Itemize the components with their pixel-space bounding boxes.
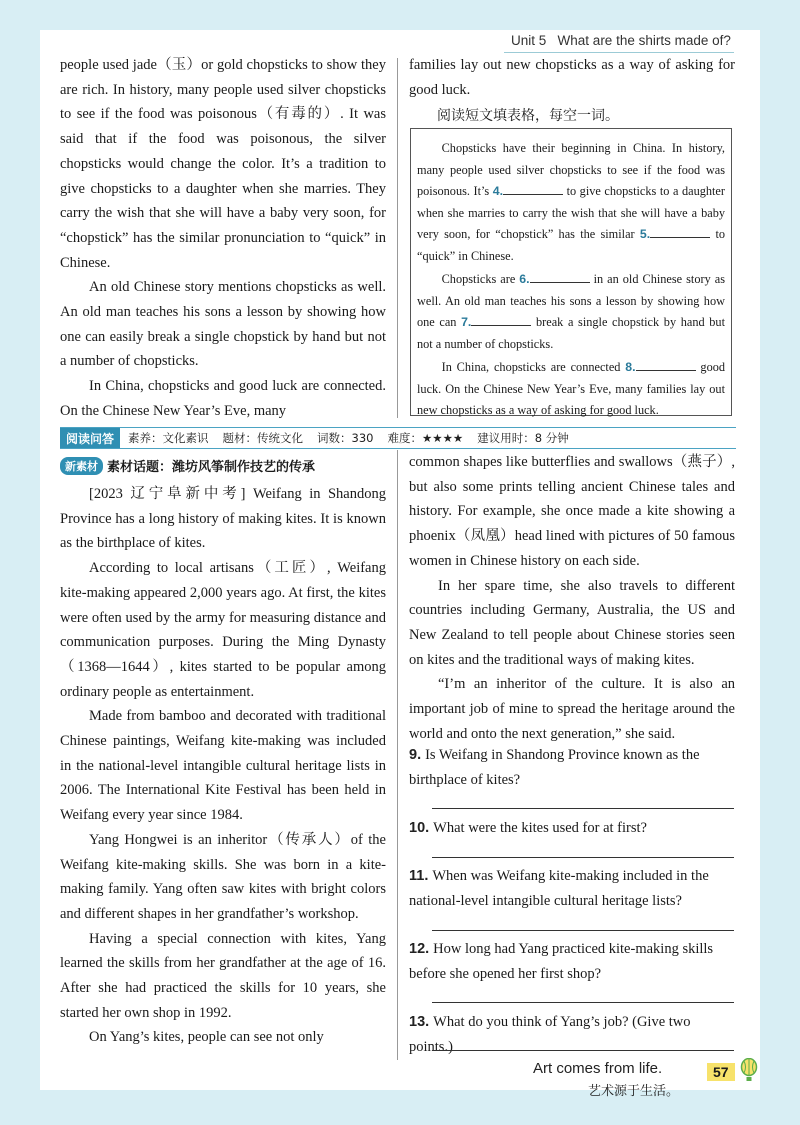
material-title: 素材话题：潍坊风筝制作技艺的传承 (107, 460, 316, 475)
blank-8[interactable] (636, 358, 696, 371)
answer-line-11[interactable] (432, 930, 734, 931)
new-material-tag: 新素材 (60, 457, 103, 475)
blank-5[interactable] (650, 225, 710, 238)
paragraph: On Yang’s kites, people can see not only (89, 1029, 324, 1046)
unit-title: What are the shirts made of? (557, 33, 731, 48)
paragraph: families lay out new chopsticks as a way of asking for good luck. (409, 57, 735, 98)
blank-number: 7. (461, 315, 472, 329)
paragraph: According to local artisans（工匠）, Weifang kite-making appeared 2,000 years ago. At first, the kites were often used by the army for measuring distance and communication purposes. During the Ming Dynasty（1368—1644）, kites started to be popular among ordinary people as entertainment. (60, 560, 386, 700)
paragraph: Made from bamboo and decorated with traditional Chinese paintings, Weifang kite-making was included in the national-level intangible cultural heritage lists in 2006. The International Kite Festival has been held in Weifang every year since 1984. (60, 708, 386, 824)
answer-line-9[interactable] (432, 808, 734, 809)
cloze-text: Chopsticks have their beginning in China. In history, many people used silver chopsticks to see if the food was poisonous. It’s (417, 141, 725, 198)
question-9 (409, 743, 735, 792)
cloze-paragraph (417, 357, 725, 422)
cloze-text: in an old Chinese story as well. An old man teaches his sons a lesson by showing how one can (417, 272, 725, 329)
balloon-icon (740, 1058, 758, 1082)
section-title: 阅读问答 (60, 428, 120, 448)
passage-bottom-right (409, 450, 735, 746)
page-header (511, 33, 731, 48)
topic-label: 题材：传统文化 (222, 431, 304, 445)
paragraph: In her spare time, she also travels to different countries including Germany, Australia, the US and New Zealand to tell people about Chinese stories seen on kites and the traditional ways of making kites. (409, 577, 735, 668)
cloze-text: to give chopsticks to a daughter when she marries to carry the wish that she will have a baby very soon, for “chopstick” has the similar (417, 184, 725, 241)
literacy-label: 素养：文化素识 (128, 431, 209, 445)
answer-line-12[interactable] (432, 1002, 734, 1003)
question-text: What were the kites used for at first? (433, 820, 647, 836)
cloze-text: In China, chopsticks are connected (441, 360, 621, 374)
time-label: 建议用时：8 分钟 (477, 431, 569, 445)
paragraph: common shapes like butterflies and swallows（燕子）, but also some prints telling ancient Chinese tales and history. For example, she once made a kite showing a phoenix（凤凰）head lined with pictures of 50 famous women in Chinese history on each side. (409, 454, 735, 569)
answer-line-13[interactable] (432, 1050, 734, 1051)
question-number: 11. (409, 868, 429, 884)
blank-number: 5. (639, 227, 651, 241)
blank-6[interactable] (530, 270, 590, 283)
column-divider (397, 58, 398, 418)
paragraph: people used jade（玉）or gold chopsticks to show they are rich. In history, many people used silver chopsticks to see if the food was poisonous（有毒的）. It was said that if the food was poisonous, the silver chopsticks would change the color. It’s a tradition to give chopsticks to a daughter when she marries. They carry the wish that she will have a baby very soon, for “chopstick” has the similar pronunciation to “quick” in Chinese. (60, 57, 386, 271)
question-11 (409, 864, 735, 913)
paragraph: [2023 辽宁阜新中考] Weifang in Shandong Province has a long history of making kites. It is known as the birthplace of kites. (60, 486, 386, 552)
cloze-text: break a single chopstick by hand but not a number of chopsticks. (417, 315, 725, 351)
paragraph: Yang Hongwei is an inheritor（传承人）of the Weifang kite-making skills. She was born in a kite-making family. Yang often saw kites with bright colors and different shapes in her grandfather’s workshop. (60, 831, 386, 922)
cloze-text: good luck. On the Chinese New Year’s Eve, many families lay out new chopsticks as a way of asking for good luck. (417, 360, 726, 417)
question-text: What do you think of Yang’s job? (Give two points.) (409, 1014, 691, 1055)
question-13 (409, 1010, 735, 1059)
paragraph: An old Chinese story mentions chopsticks as well. An old man teaches his sons a lesson by showing how one can easily break a single chopstick by hand but not a number of chopsticks. (60, 279, 386, 370)
footer-slogan-cn: 艺术源于生活。 (588, 1084, 680, 1099)
task-instruction: 阅读短文填表格，每空一词。 (437, 108, 619, 125)
blank-number: 8. (625, 360, 636, 374)
question-text: When was Weifang kite-making included in the national-level intangible cultural heritage lists? (409, 868, 709, 909)
paragraph: Having a special connection with kites, Yang learned the skills from her grandfather at the age of 16. After she had practiced the skills for 10 years, she started her own shop in 1992. (60, 930, 386, 1021)
question-number: 9. (409, 747, 422, 763)
material-topic (60, 456, 315, 475)
blank-number: 6. (519, 272, 530, 286)
question-number: 12. (409, 941, 430, 957)
question-text: How long had Yang practiced kite-making skills before she opened her first shop? (409, 941, 714, 982)
answer-line-10[interactable] (432, 857, 734, 858)
passage-bottom-left (60, 482, 386, 1050)
paragraph: In China, chopsticks and good luck are connected. On the Chinese New Year’s Eve, many (60, 378, 386, 419)
cloze-text: Chopsticks are (441, 272, 516, 286)
summary-cloze-box (410, 128, 732, 416)
question-number: 10. (409, 820, 430, 836)
cloze-paragraph (417, 138, 725, 267)
cloze-text: to “quick” in Chinese. (417, 227, 726, 263)
blank-4[interactable] (503, 182, 563, 195)
blank-7[interactable] (471, 313, 531, 326)
question-text: Is Weifang in Shandong Province known as the birthplace of kites? (409, 747, 700, 788)
paragraph: “I’m an inheritor of the culture. It is also an important job of mine to spread the heritage around the world and onto the next generation,” she said. (409, 676, 735, 742)
footer-slogan: Art comes from life. (533, 1060, 663, 1077)
column-divider (397, 450, 398, 1060)
question-12 (409, 937, 735, 986)
section-banner (60, 427, 736, 449)
cloze-paragraph (417, 269, 725, 355)
difficulty-label: 难度：★★★★ (387, 431, 464, 445)
unit-label: Unit 5 (511, 33, 547, 48)
word-count-label: 词数：330 (317, 431, 374, 445)
passage-top-right (409, 53, 735, 129)
question-number: 13. (409, 1014, 430, 1030)
passage-top-left (60, 53, 386, 424)
question-10 (409, 816, 735, 841)
page-number: 57 (707, 1063, 735, 1081)
blank-number: 4. (492, 184, 504, 198)
